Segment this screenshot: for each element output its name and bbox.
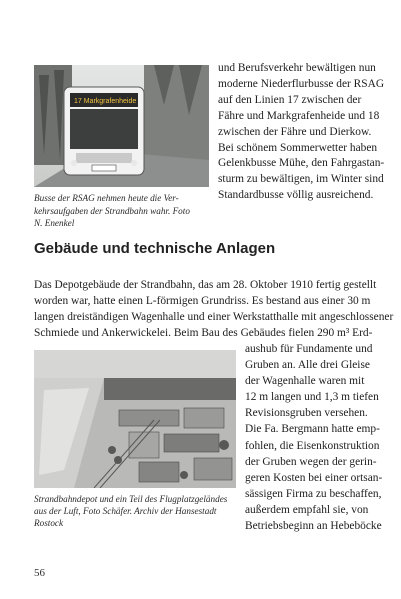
text-line: sässigen Firma zu beschaffen, (245, 487, 382, 500)
text-line: Bei schönem Sommerwetter haben (218, 141, 378, 154)
text-line: Revisionsgruben versehen. (245, 407, 368, 420)
text-line: sturm zu bewältigen, im Winter sind (218, 173, 384, 186)
full-width-paragraph (34, 277, 394, 341)
text-line: aushub für Fundamente und (245, 343, 373, 355)
text-line: langen dreiständigen Wagenhalle und einer Werkstatthalle mit angeschlossener (34, 311, 394, 323)
depot-aerial-photo (34, 350, 236, 488)
caption-line: kehrsaufgaben der Strandbahn wahr. Foto (34, 205, 190, 216)
caption-line: aus der Luft, Foto Schäfer. Archiv der Hansestadt (34, 506, 217, 517)
text-line: moderne Niederflurbusse der RSAG (218, 77, 385, 90)
text-line: außerdem empfahl sie, von (245, 503, 369, 516)
right-column-text-bottom (245, 341, 385, 534)
bus-destination-sign: 17 Markgrafenheide (74, 98, 137, 105)
caption-line: Busse der RSAG nehmen heute die Ver- (34, 193, 179, 203)
text-line: Standardbusse völlig ausreichend. (218, 189, 374, 202)
text-line: Betriebsbeginn an Hebeböcke (245, 520, 382, 533)
text-line: der Gruben wegen der gerin- (245, 455, 377, 468)
text-line: geren Kosten bei einer ortsan- (245, 471, 383, 484)
text-line: Fähre und Markgrafenheide und 18 (218, 109, 380, 122)
caption-line: Rostock (34, 518, 64, 529)
text-line: der Wagenhalle waren mit (245, 375, 365, 388)
text-line: und Berufsverkehr bewältigen nun (218, 62, 376, 74)
page-number: 56 (34, 567, 45, 579)
text-line: Die Fa. Bergmann hatte emp- (245, 423, 380, 436)
bus-photo-image (34, 65, 209, 187)
caption-line: Strandbahndepot und ein Teil des Flugplatzgeländes (34, 494, 228, 504)
depot-photo-image (34, 350, 236, 488)
text-line: worden war, hatte einen L-förmigen Grundriss. Es bestand aus einer 30 m (34, 295, 371, 307)
text-line: Gelenkbusse Mühe, den Fahrgastan- (218, 157, 385, 170)
bus-photo-caption (34, 192, 216, 230)
bus-photo (34, 65, 209, 187)
section-heading: Gebäude und technische Anlagen (34, 240, 276, 257)
text-line: fohlen, die Eisenkonstruktion (245, 439, 380, 452)
text-line: Gruben an. Alle drei Gleise (245, 359, 370, 372)
text-line: Das Depotgebäude der Strandbahn, das am 28. Oktober 1910 fertig gestellt (34, 279, 377, 291)
text-line: 12 m langen und 1,3 m tiefen (245, 391, 379, 404)
text-line: zwischen der Fähre und Dierkow. (218, 125, 372, 138)
text-line: auf den Linien 17 zwischen der (218, 93, 362, 106)
caption-line: N. Enenkel (34, 218, 75, 228)
text-line: Schmiede und Ankerwickelei. Beim Bau des Gebäudes fielen 290 m³ Erd- (34, 327, 373, 339)
depot-photo-caption (34, 493, 239, 530)
right-column-text-top (218, 61, 384, 204)
